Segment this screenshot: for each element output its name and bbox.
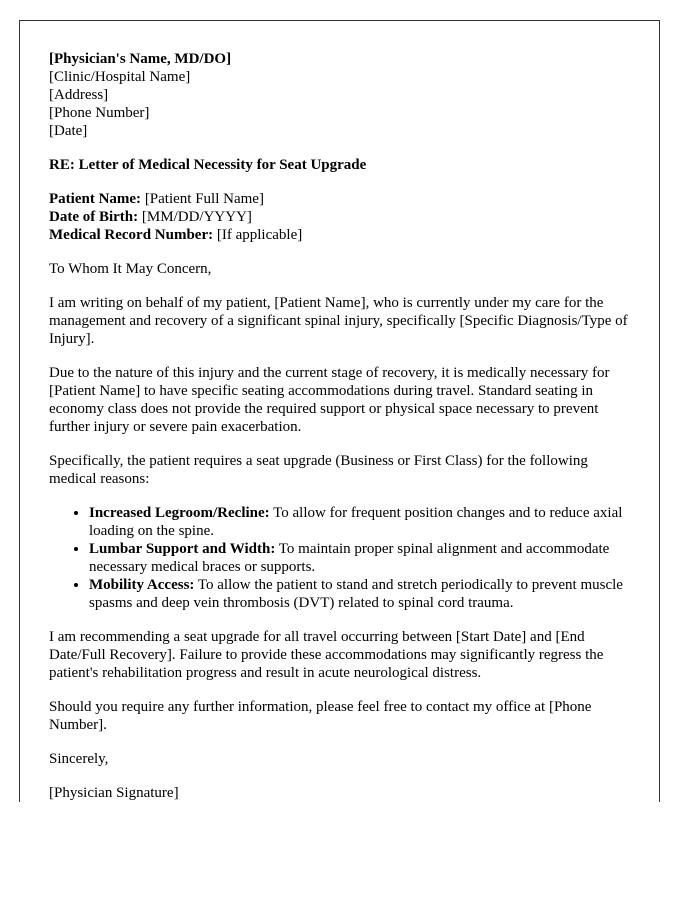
mrn-row xyxy=(49,226,639,244)
paragraph-contact: Should you require any further information, please feel free to contact my office at [Phone Number]. xyxy=(49,699,592,733)
dob-row xyxy=(49,208,639,226)
reason-label: Lumbar Support and Width: xyxy=(89,541,276,557)
phone-number: [Phone Number] xyxy=(49,105,150,121)
reason-label: Increased Legroom/Recline: xyxy=(89,505,270,521)
reason-text: To maintain proper spinal alignment and accommodate necessary medical braces or supports. xyxy=(89,541,610,575)
letter-header xyxy=(49,50,639,140)
reasons-list xyxy=(49,504,639,612)
patient-name-value: [Patient Full Name] xyxy=(141,191,264,207)
list-item xyxy=(89,576,639,612)
clinic-name: [Clinic/Hospital Name] xyxy=(49,69,191,85)
reason-label: Mobility Access: xyxy=(89,577,195,593)
patient-name-label: Patient Name: xyxy=(49,191,142,207)
letter-content xyxy=(49,50,639,802)
closing: Sincerely, xyxy=(49,751,109,767)
reason-text: To allow for frequent position changes and to reduce axial loading on the spine. xyxy=(89,505,623,539)
paragraph-necessity: Due to the nature of this injury and the current stage of recovery, it is medically necessary for [Patient Name] to have specific seating accommodations during travel. Standard seating in economy class does not provide the required support or physical space necessary to prevent further injury or severe pain exacerbation. xyxy=(49,365,610,435)
reason-text: To allow the patient to stand and stretch periodically to prevent muscle spasms and deep vein thrombosis (DVT) related to spinal cord trauma. xyxy=(89,577,623,611)
list-item xyxy=(89,540,639,576)
physician-name: [Physician's Name, MD/DO] xyxy=(49,51,232,67)
paragraph-intro: I am writing on behalf of my patient, [Patient Name], who is currently under my care for the management and recovery of a significant spinal injury, specifically [Specific Diagnosis/Type of Injury]. xyxy=(49,295,628,347)
patient-name-row xyxy=(49,190,639,208)
patient-info xyxy=(49,190,639,244)
mrn-value: [If applicable] xyxy=(213,227,303,243)
list-item xyxy=(89,504,639,540)
dob-label: Date of Birth: xyxy=(49,209,139,225)
mrn-label: Medical Record Number: xyxy=(49,227,214,243)
salutation: To Whom It May Concern, xyxy=(49,261,212,277)
dob-value: [MM/DD/YYYY] xyxy=(138,209,252,225)
letter-date: [Date] xyxy=(49,123,88,139)
paragraph-recommendation: I am recommending a seat upgrade for all travel occurring between [Start Date] and [End Date/Full Recovery]. Failure to provide these accommodations may significantly regress the patient's rehabilitation progress and result in acute neurological distress. xyxy=(49,629,604,681)
signature: [Physician Signature] xyxy=(49,785,179,801)
subject-line: RE: Letter of Medical Necessity for Seat Upgrade xyxy=(49,157,367,173)
paragraph-reasons-intro: Specifically, the patient requires a seat upgrade (Business or First Class) for the following medical reasons: xyxy=(49,453,588,487)
letter-page xyxy=(19,20,660,802)
address: [Address] xyxy=(49,87,109,103)
